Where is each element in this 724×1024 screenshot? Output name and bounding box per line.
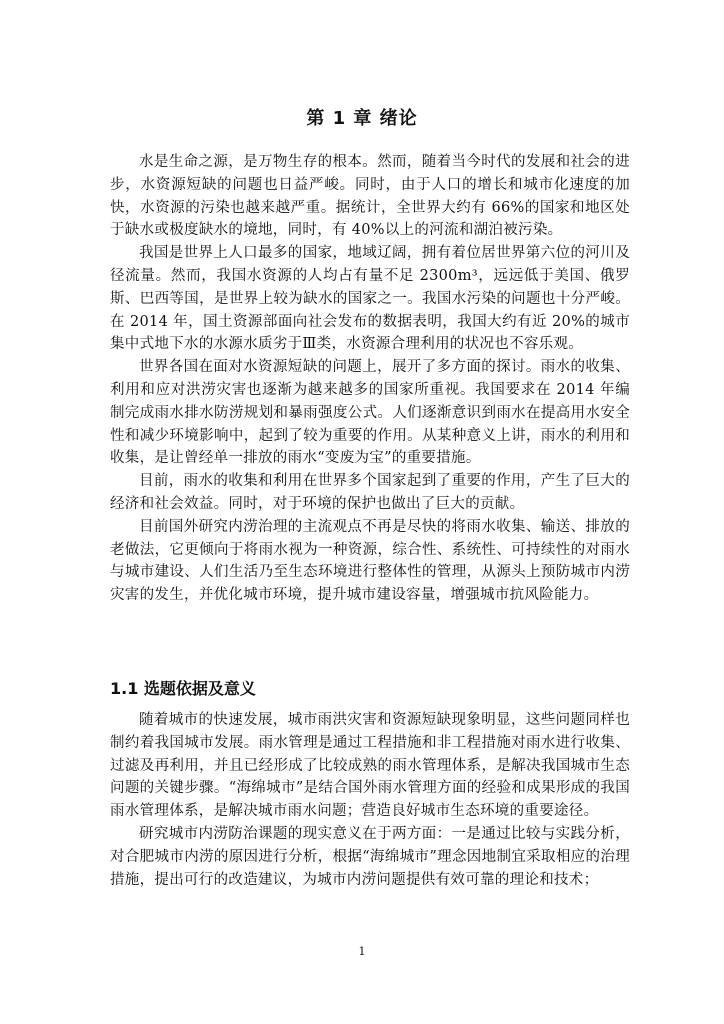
intro-text — [110, 151, 630, 607]
paragraph: 研究城市内涝防治课题的现实意义在于两方面：一是通过比较与实践分析，对合肥城市内涝的原因进行分析，根据“海绵城市”理念因地制宜采取相应的治理措施，提出可行的改造建议，为城市内涝问题提供有效可靠的理论和技术； — [110, 825, 630, 888]
paragraph: 世界各国在面对水资源短缺的问题上，展开了多方面的探讨。雨水的收集、利用和应对洪涝灾害也逐渐为越来越多的国家所重视。我国要求在 2014 年编制完成雨水排水防涝规划和暴雨强度公式。人们逐渐意识到雨水在提高用水安全性和减少环境影响中，起到了较为重要的作用。从某种意义上讲，雨水的利用和收集，是让曾经单一排放的雨水“变废为宝”的重要措施。 — [110, 359, 630, 467]
section-heading: 1.1 选题依据及意义 — [110, 679, 256, 698]
section-text — [110, 709, 630, 891]
paragraph: 水是生命之源，是万物生存的根本。然而，随着当今时代的发展和社会的进步，水资源短缺的问题也日益严峻。同时，由于人口的增长和城市化速度的加快，水资源的污染也越来越严重。据统计，全世界大约有 66%的国家和地区处于缺水或极度缺水的境地，同时，有 40%以上的河流和湖泊被污染。 — [110, 154, 630, 239]
paragraph: 目前，雨水的收集和利用在世界多个国家起到了重要的作用，产生了巨大的经济和社会效益。同时，对于环境的保护也做出了巨大的贡献。 — [110, 473, 630, 512]
chapter-title: 第 1 章 绪论 — [306, 108, 418, 129]
paragraph: 目前国外研究内涝治理的主流观点不再是尽快的将雨水收集、输送、排放的老做法，它更倾向于将雨水视为一种资源，综合性、系统性、可持续性的对雨水与城市建设、人们生活乃至生态环境进行整体性的管理，从源头上预防城市内涝灾害的发生，并优化城市环境，提升城市建设容量，增强城市抗风险能力。 — [110, 518, 630, 604]
page-number: 1 — [358, 945, 366, 958]
paragraph: 随着城市的快速发展，城市雨洪灾害和资源短缺现象明显，这些问题同样也制约着我国城市发展。雨水管理是通过工程措施和非工程措施对雨水进行收集、过滤及再利用，并且已经形成了比较成熟的雨水管理体系，是解决我国城市生态问题的关键步骤。“海绵城市”是结合国外雨水管理方面的经验和成果形成的我国雨水管理体系，是解决城市雨水问题；营造良好城市生态环境的重要途径。 — [110, 712, 630, 820]
paragraph: 我国是世界上人口最多的国家，地域辽阔，拥有着位居世界第六位的河川及径流量。然而，我国水资源的人均占有量不足 2300m³，远远低于美国、俄罗斯、巴西等国，是世界上较为缺水的国家之一。我国水污染的问题也十分严峻。在 2014 年，国土资源部面向社会发布的数据表明，我国大约有近 20%的城市集中式地下水的水源水质劣于Ⅲ类，水资源合理利用的状况也不容乐观。 — [110, 245, 630, 353]
